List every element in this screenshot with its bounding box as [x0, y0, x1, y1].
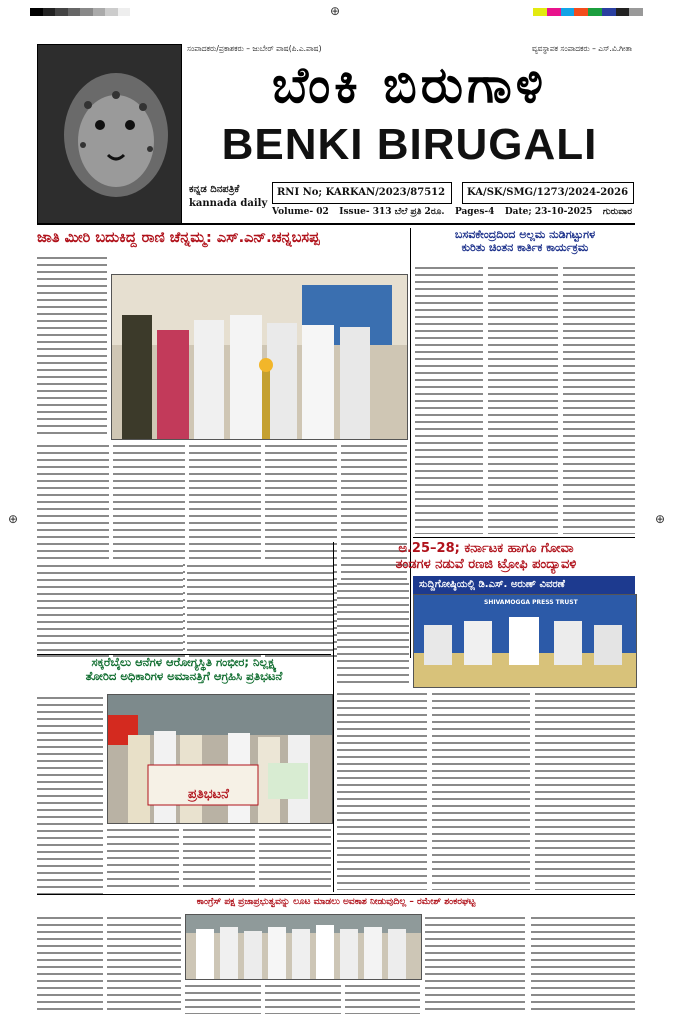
subtitle-english: kannada daily [189, 198, 268, 209]
article-text [563, 264, 635, 534]
article-text [107, 914, 181, 1014]
leopard-logo [37, 44, 182, 224]
headline-elephant-health [37, 656, 331, 684]
masthead-subtitle [189, 183, 269, 211]
article-text [415, 264, 483, 534]
article-text [37, 914, 103, 1014]
headline-line: ಕುರಿತು ಚಿಂತನ ಕಾರ್ತಿಕ ಕಾರ್ಯಕ್ರಮ [461, 241, 589, 255]
article-text [107, 826, 179, 892]
masthead-credits [187, 44, 632, 54]
pages: Pages-4 [454, 207, 495, 217]
article-text [183, 826, 255, 892]
headline-line: ತಂಡಗಳ ನಡುವೆ ರಣಜಿ ಟ್ರೋಫಿ ಪಂದ್ಯಾವಳಿ [395, 556, 577, 572]
registration-mark-left: ⊕ [8, 512, 19, 526]
press-trust-sign: SHIVAMOGGA PRESS TRUST [484, 599, 578, 606]
column-divider [333, 542, 334, 892]
masthead-title-english: BENKI BIRUGALI [221, 120, 598, 169]
section-divider [37, 894, 635, 895]
managing-editor-credit: ವ್ಯವಸ್ಥಾಪಕ ಸಂಪಾದಕರು – ಎಸ್.ವಿ.ಗೀತಾ [531, 44, 632, 53]
article-text [531, 914, 635, 1014]
weekday: ಗುರುವಾರ [602, 207, 632, 217]
masthead-rule [37, 223, 635, 225]
headline-line: ಬಸವಕೇಂದ್ರದಿಂದ ಅಲ್ಲಮ ನುಡಿಗಟ್ಟುಗಳ [454, 228, 596, 241]
rni-number: RNI No; KARKAN/2023/87512 [272, 182, 452, 204]
article-text [337, 690, 427, 890]
registration-mark-top: ⊕ [330, 4, 341, 18]
headline-line: ತೋರಿದ ಅಧಿಕಾರಿಗಳ ಅಮಾನತ್ತಿಗೆ ಆಗ್ರಹಿಸಿ ಪ್ರತಿಭಟನೆ [85, 668, 283, 683]
article-text [259, 826, 331, 892]
section-divider [413, 537, 635, 538]
issue: Issue- 313 ಬೆಲೆ ಪ್ರತಿ 2ರೂ. [339, 207, 445, 217]
article-text [187, 562, 333, 652]
date: Date; 23-10-2025 [504, 207, 593, 217]
article-text [488, 264, 558, 534]
article-text [185, 982, 261, 1014]
editor-credit: ಸಂಪಾದಕರು/ಪ್ರಕಾಶಕರು – ಜುಬೇರ್ ಪಾಷ(ಪಿ.ಎ.ಪಾಷ) [187, 44, 322, 53]
headline-rani-chennamma: ಜಾತಿ ಮೀರಿ ಬದುಕಿದ್ದ ರಾಣಿ ಚೆನ್ನಮ್ಮ: ಎಸ್.ಎನ್.ಚನ್ನಬಸಪ್ಪ [37, 230, 320, 246]
headline-ranji-trophy [337, 541, 635, 572]
volume: Volume- 02 [272, 207, 329, 217]
press-meet-banner: ಸುದ್ದಿಗೋಷ್ಠಿಯಲ್ಲಿ ಡಿ.ಎಸ್. ಅರುಣ್ ವಿವರಣೆ [413, 576, 635, 594]
issue-info [272, 207, 632, 217]
photo-protest [107, 694, 333, 824]
print-grayscale-bar [30, 8, 130, 16]
headline-line: ಅ.25–28; ಕರ್ನಾಟಕ ಹಾಗೂ ಗೋವಾ [398, 541, 574, 556]
headline-congress-democracy: ಕಾಂಗ್ರೆಸ್ ಪಕ್ಷ ಪ್ರಜಾಪ್ರಭುತ್ವವನ್ನು ಲೂಟ ಮಾಡಲು ಅವಕಾಶ ನೀಡುವುದಿಲ್ಲ – ರಮೇಶ್ ಶಂಕರಘಟ್ಟ [196, 897, 476, 907]
article-text [432, 690, 530, 890]
masthead-title-kannada: ಬೆಂಕಿ ಬಿರುಗಾಳಿ [271, 56, 547, 114]
protest-banner-text: ಪ್ರತಿಭಟನೆ [188, 787, 229, 802]
article-text [37, 694, 103, 894]
article-text [425, 914, 525, 1014]
headline-line: ಸಕ್ಕರೆಬೈಲು ಆನೆಗಳ ಆರೋಗ್ಯಸ್ಥಿತಿ ಗಂಭೀರ; ನಿಲ್ಲಕ್ಷ್ಯ [91, 655, 277, 669]
registration-mark-right: ⊕ [655, 512, 666, 526]
article-text [265, 982, 341, 1014]
photo-party-meeting [185, 914, 422, 980]
headline-basava-kendra [415, 228, 635, 254]
newspaper-page [37, 42, 635, 1017]
article-text [535, 690, 635, 890]
article-text [337, 580, 409, 686]
registration-number: KA/SK/SMG/1273/2024-2026 [462, 182, 634, 204]
article-text [345, 982, 420, 1014]
photo-press-meet [413, 594, 637, 688]
photo-lamp-lighting-ceremony [111, 274, 408, 440]
article-text [37, 562, 183, 652]
article-text [37, 254, 107, 434]
print-color-bar [533, 8, 643, 16]
subtitle-kannada: ಕನ್ನಡ ದಿನಪತ್ರಿಕೆ [189, 184, 240, 195]
column-divider [410, 228, 411, 658]
